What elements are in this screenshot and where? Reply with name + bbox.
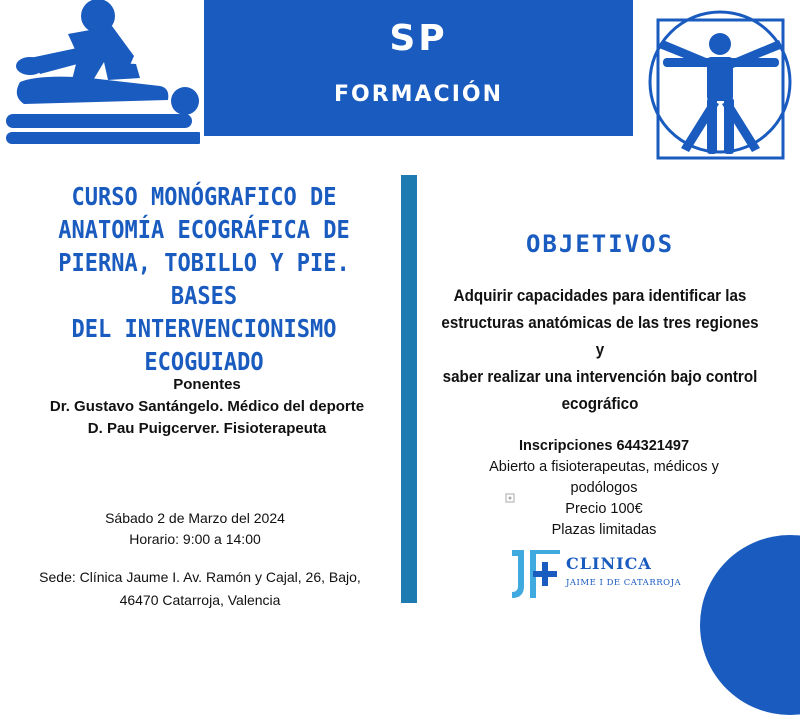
venue-line: 46470 Catarroja, Valencia — [119, 592, 281, 608]
venue-section — [20, 566, 380, 612]
venue-line: Sede: Clínica Jaume I. Av. Ramón y Cajal, 26, Bajo, — [39, 569, 361, 585]
course-date: Sábado 2 de Marzo del 2024 — [105, 510, 285, 526]
course-title-line: DEL INTERVENCIONISMO — [71, 314, 337, 343]
course-title-line: PIERNA, TOBILLO Y PIE. BASES — [58, 248, 350, 310]
clinic-logo-icon — [508, 546, 564, 602]
course-title-line: CURSO MONÓGRAFICO DE — [71, 182, 337, 211]
objective-line: Adquirir capacidades para identificar las — [453, 287, 747, 305]
objective-line: estructuras anatómicas de las tres regiones y — [441, 314, 759, 359]
decorative-circle — [700, 535, 800, 715]
schedule-section — [50, 508, 340, 550]
objectives-text — [436, 283, 764, 418]
audience-line: podólogos — [570, 480, 638, 496]
speakers-heading: Ponentes — [173, 376, 241, 393]
clinic-name: CLINICA — [566, 554, 652, 573]
places: Plazas limitadas — [551, 522, 657, 538]
course-title — [40, 180, 367, 378]
speakers-section — [12, 374, 402, 440]
registration-title: Inscripciones 644321497 — [518, 438, 690, 454]
vitruvian-man-icon — [641, 0, 800, 165]
audience-line: Abierto a fisioterapeutas, médicos y — [489, 459, 719, 475]
image-placeholder-icon — [505, 493, 515, 503]
objectives-heading: OBJETIVOS — [525, 230, 675, 258]
speaker-item: D. Pau Puigcerver. Fisioterapeuta — [87, 420, 327, 437]
header-banner — [204, 0, 633, 136]
brand-subtitle: FORMACIÓN — [333, 82, 504, 107]
vertical-divider — [401, 175, 417, 603]
clinic-subname: JAIME I DE CATARROJA — [566, 578, 682, 588]
physiotherapy-massage-icon — [0, 0, 200, 150]
course-title-line: ECOGUIADO — [144, 347, 264, 376]
course-title-line: ANATOMÍA ECOGRÁFICA DE — [58, 215, 350, 244]
course-hours: Horario: 9:00 a 14:00 — [129, 531, 261, 547]
registration-section — [448, 436, 760, 541]
speaker-item: Dr. Gustavo Santángelo. Médico del deporte — [49, 398, 365, 415]
objective-line: saber realizar una intervención bajo control — [442, 368, 758, 386]
objective-line: ecográfico — [561, 395, 639, 413]
price: Precio 100€ — [565, 501, 643, 517]
brand-title: SP — [389, 18, 448, 59]
